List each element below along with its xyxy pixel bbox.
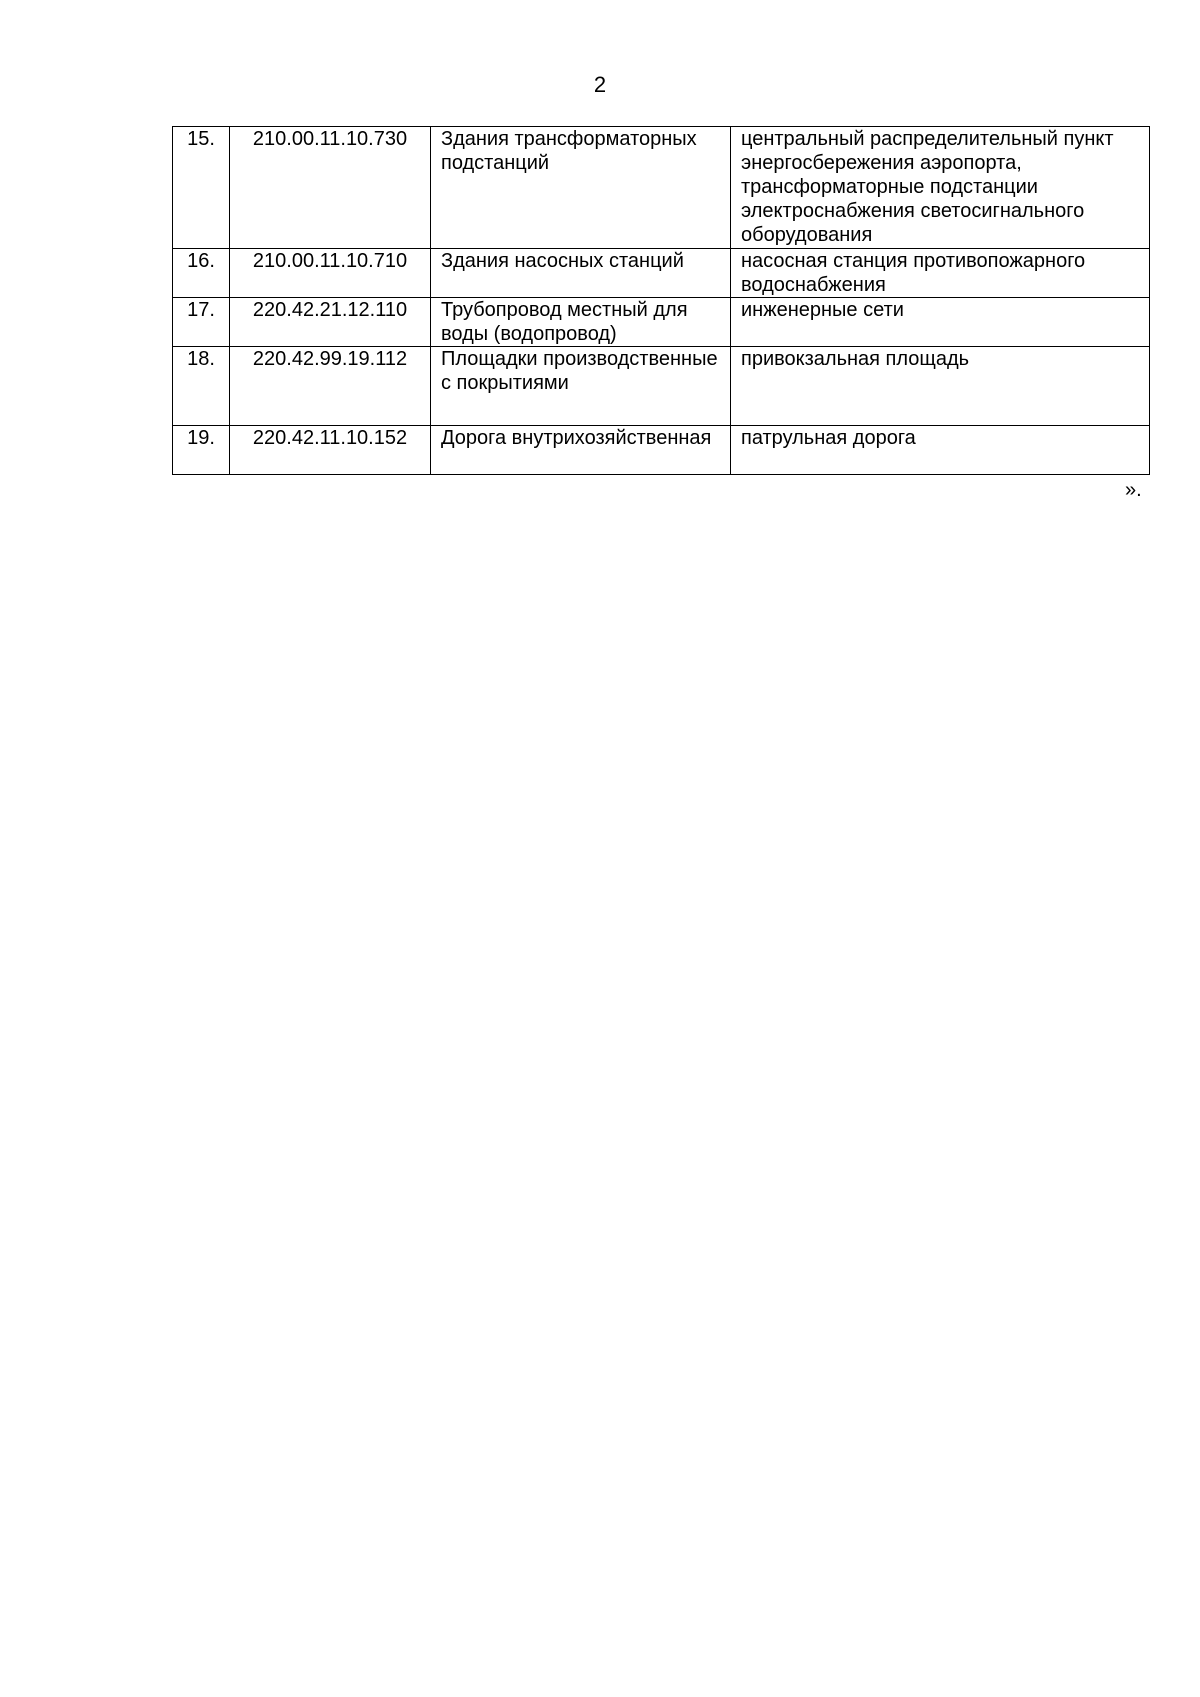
table-row: [173, 127, 1150, 249]
asset-name: Здания трансформаторных подстанций: [431, 127, 731, 249]
asset-object: инженерные сети: [731, 298, 1150, 347]
row-number: 19.: [173, 426, 230, 475]
asset-code: 220.42.11.10.152: [230, 426, 431, 475]
asset-code: 210.00.11.10.730: [230, 127, 431, 249]
asset-object: привокзальная площадь: [731, 347, 1150, 426]
table-row: [173, 347, 1150, 426]
row-number: 16.: [173, 249, 230, 298]
asset-name: Трубопровод местный для воды (водопровод): [431, 298, 731, 347]
asset-code: 220.42.21.12.110: [230, 298, 431, 347]
closing-quote-mark: ».: [1125, 479, 1142, 501]
table-row: [173, 426, 1150, 475]
asset-name: Площадки производственные с покрытиями: [431, 347, 731, 426]
table-row: [173, 249, 1150, 298]
asset-object: патрульная дорога: [731, 426, 1150, 475]
row-number: 18.: [173, 347, 230, 426]
row-number: 15.: [173, 127, 230, 249]
asset-code: 210.00.11.10.710: [230, 249, 431, 298]
page-number: 2: [593, 72, 607, 97]
asset-object: центральный распределительный пункт энергосбережения аэропорта, трансформаторные подстанции электроснабжения светосигнального оборудования: [731, 127, 1150, 249]
asset-name: Здания насосных станций: [431, 249, 731, 298]
row-number: 17.: [173, 298, 230, 347]
assets-table: [172, 126, 1150, 475]
table-row: [173, 298, 1150, 347]
asset-code: 220.42.99.19.112: [230, 347, 431, 426]
asset-name: Дорога внутрихозяйственная: [431, 426, 731, 475]
asset-object: насосная станция противопожарного водоснабжения: [731, 249, 1150, 298]
